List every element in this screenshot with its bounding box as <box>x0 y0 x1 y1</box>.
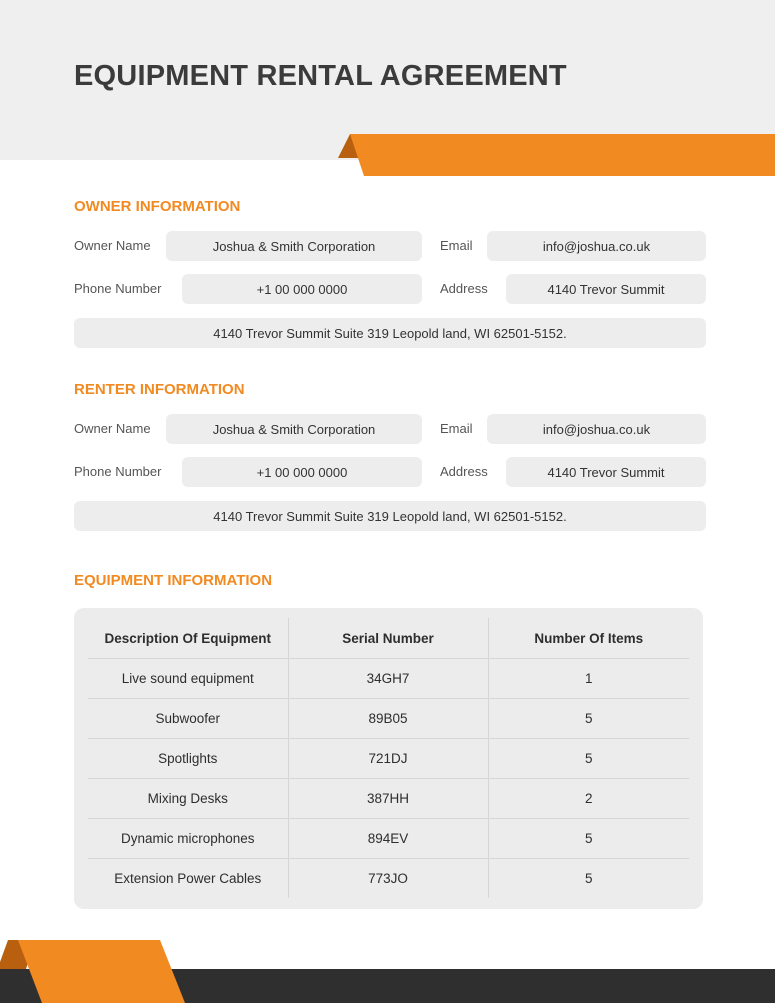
document-title: EQUIPMENT RENTAL AGREEMENT <box>74 60 567 92</box>
cell-items: 5 <box>488 859 689 899</box>
cell-description: Subwoofer <box>88 699 288 739</box>
equipment-section-title: EQUIPMENT INFORMATION <box>74 572 273 589</box>
renter-address-field[interactable]: 4140 Trevor Summit <box>506 457 706 487</box>
renter-name-label: Owner Name <box>74 421 151 436</box>
owner-section-title: OWNER INFORMATION <box>74 198 241 215</box>
renter-email-label: Email <box>440 421 473 436</box>
owner-email-field[interactable]: info@joshua.co.uk <box>487 231 706 261</box>
renter-full-address-field[interactable]: 4140 Trevor Summit Suite 319 Leopold land, WI 62501-5152. <box>74 501 706 531</box>
equipment-table-card <box>74 608 703 909</box>
cell-serial: 89B05 <box>288 699 488 739</box>
renter-email-field[interactable]: info@joshua.co.uk <box>487 414 706 444</box>
table-row <box>88 819 689 859</box>
owner-name-field[interactable]: Joshua & Smith Corporation <box>166 231 422 261</box>
table-row <box>88 779 689 819</box>
cell-description: Extension Power Cables <box>114 871 262 886</box>
cell-items: 5 <box>488 819 689 859</box>
cell-description: Dynamic microphones <box>88 819 288 859</box>
renter-address-label: Address <box>440 464 488 479</box>
owner-address-field[interactable]: 4140 Trevor Summit <box>506 274 706 304</box>
renter-name-field[interactable]: Joshua & Smith Corporation <box>166 414 422 444</box>
renter-phone-field[interactable]: +1 00 000 0000 <box>182 457 422 487</box>
owner-phone-field[interactable]: +1 00 000 0000 <box>182 274 422 304</box>
column-header-serial: Serial Number <box>288 618 488 659</box>
cell-description: Spotlights <box>88 739 288 779</box>
owner-phone-label: Phone Number <box>74 281 162 296</box>
table-row <box>88 859 689 899</box>
table-header-row <box>88 618 689 659</box>
cell-serial: 387HH <box>288 779 488 819</box>
owner-name-label: Owner Name <box>74 238 151 253</box>
cell-items: 1 <box>488 659 689 699</box>
cell-serial: 773JO <box>288 859 488 899</box>
equipment-table <box>88 618 689 898</box>
cell-description: Mixing Desks <box>88 779 288 819</box>
cell-serial: 721DJ <box>288 739 488 779</box>
owner-address-label: Address <box>440 281 488 296</box>
renter-phone-label: Phone Number <box>74 464 162 479</box>
column-header-items: Number Of Items <box>488 618 689 659</box>
table-row <box>88 659 689 699</box>
table-row <box>88 699 689 739</box>
cell-description: Live sound equipment <box>88 659 288 699</box>
renter-section-title: RENTER INFORMATION <box>74 381 245 398</box>
header-accent-stripe <box>338 134 775 176</box>
cell-items: 5 <box>488 739 689 779</box>
cell-items: 2 <box>488 779 689 819</box>
owner-email-label: Email <box>440 238 473 253</box>
column-header-description: Description Of Equipment <box>88 618 288 659</box>
table-row <box>88 739 689 779</box>
cell-items: 5 <box>488 699 689 739</box>
cell-serial: 894EV <box>288 819 488 859</box>
footer-accent-stripe <box>0 940 200 1003</box>
owner-full-address-field[interactable]: 4140 Trevor Summit Suite 319 Leopold land, WI 62501-5152. <box>74 318 706 348</box>
cell-serial: 34GH7 <box>288 659 488 699</box>
